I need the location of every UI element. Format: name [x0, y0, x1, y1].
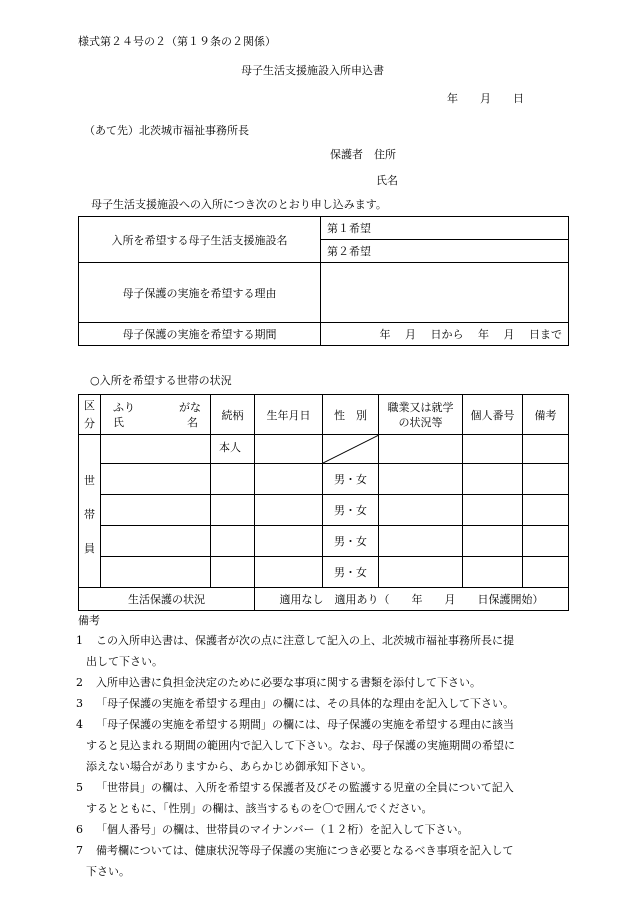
member-sex-option[interactable]: 男・女 [323, 557, 379, 588]
period-label: 母子保護の実施を希望する期間 [79, 323, 321, 346]
choice2-label[interactable]: 第２希望 [321, 240, 569, 263]
member-occupation-field[interactable] [379, 526, 463, 557]
note-item-5: 5 「世帯員」の欄は、入所を希望する保護者及びその監護する児童の全員について記入 するとともに、「性別」の欄は、該当するものを〇で囲んでください。 [76, 781, 514, 815]
note-item-2: 2 入所申込書に負担金決定のために必要な事項に関する書類を添付して下さい。 [76, 676, 481, 689]
household-table [78, 394, 569, 611]
header-relation: 続柄 [211, 395, 255, 435]
facility-label: 入所を希望する母子生活支援施設名 [79, 217, 321, 263]
member-occupation-field[interactable] [379, 495, 463, 526]
member-remarks-field[interactable] [523, 464, 569, 495]
member-relation-field[interactable] [211, 526, 255, 557]
member-relation-field[interactable] [211, 464, 255, 495]
welfare-field[interactable]: 適用なし 適用あり（ 年 月 日保護開始） [255, 588, 569, 611]
diagonal-line [323, 435, 379, 463]
application-table [78, 216, 569, 346]
member-number-field[interactable] [463, 526, 523, 557]
member-number-field[interactable] [463, 495, 523, 526]
member-sex-option[interactable]: 男・女 [323, 464, 379, 495]
member-birthdate-field[interactable] [255, 526, 323, 557]
member-remarks-field[interactable] [523, 557, 569, 588]
intro-text: 母子生活支援施設への入所につき次のとおり申し込みます。 [91, 198, 387, 211]
addressee: （あて先）北茨城市福祉事務所長 [84, 124, 249, 137]
header-occupation: 職業又は就学の状況等 [379, 395, 463, 435]
household-section-title: ○入所を希望する世帯の状況 [90, 374, 232, 387]
choice1-label[interactable]: 第１希望 [321, 217, 569, 240]
self-sex-cell [323, 435, 379, 464]
note-item-3: 3 「母子保護の実施を希望する理由」の欄には、その具体的な理由を記入して下さい。 [76, 697, 514, 710]
member-birthdate-field[interactable] [255, 557, 323, 588]
welfare-label: 生活保護の状況 [79, 588, 255, 611]
member-name-field[interactable] [101, 464, 211, 495]
member-occupation-field[interactable] [379, 557, 463, 588]
note-item-7: 7 備考欄については、健康状況等母子保護の実施につき必要となるべき事項を記入して 下さい。 [76, 844, 514, 878]
note-item-6: 6 「個人番号」の欄は、世帯員のマイナンバー（１２桁）を記入して下さい。 [76, 823, 469, 836]
member-name-field[interactable] [101, 526, 211, 557]
header-sex: 性 別 [323, 395, 379, 435]
note-item-1: 1 この入所申込書は、保護者が次の点に注意して記入の上、北茨城市福祉事務所長に提 出して下さい。 [76, 634, 514, 668]
self-remarks-field[interactable] [523, 435, 569, 464]
header-birthdate: 生年月日 [255, 395, 323, 435]
self-occupation-field[interactable] [379, 435, 463, 464]
member-number-field[interactable] [463, 464, 523, 495]
reason-field[interactable] [321, 263, 569, 323]
member-number-field[interactable] [463, 557, 523, 588]
member-occupation-field[interactable] [379, 464, 463, 495]
page-title: 母子生活支援施設入所申込書 [241, 64, 384, 77]
member-remarks-field[interactable] [523, 495, 569, 526]
self-name-field[interactable] [101, 435, 211, 464]
header-remarks: 備考 [523, 395, 569, 435]
member-relation-field[interactable] [211, 495, 255, 526]
member-name-field[interactable] [101, 557, 211, 588]
period-field[interactable]: 年 月 日から 年 月 日まで [321, 323, 569, 346]
note-item-4: 4 「母子保護の実施を希望する期間」の欄には、母子保護の実施を希望する理由に該当 すると見込まれる期間の範囲内で記入して下さい。なお、母子保護の実施期間の希望に 添えない場合がありますから、あらかじめ御承知下さい。 [76, 718, 515, 773]
member-birthdate-field[interactable] [255, 464, 323, 495]
self-relation: 本人 [211, 435, 255, 464]
form-number: 様式第２４号の２（第１９条の２関係） [78, 35, 276, 48]
header-individual-number: 個人番号 [463, 395, 523, 435]
header-kubun: 区分 [79, 395, 101, 435]
header-name: ふり がな 氏 名 [101, 395, 211, 435]
member-label-cell: 世 帯 員 [79, 435, 101, 588]
member-birthdate-field[interactable] [255, 495, 323, 526]
notes-title: 備考 [78, 614, 100, 627]
member-name-field[interactable] [101, 495, 211, 526]
member-relation-field[interactable] [211, 557, 255, 588]
member-sex-option[interactable]: 男・女 [323, 526, 379, 557]
guardian-address-label: 保護者 住所 [330, 148, 396, 161]
member-remarks-field[interactable] [523, 526, 569, 557]
member-sex-option[interactable]: 男・女 [323, 495, 379, 526]
self-birthdate-field[interactable] [255, 435, 323, 464]
date-line: 年 月 日 [447, 92, 524, 105]
guardian-name-label: 氏名 [376, 174, 398, 187]
self-number-field[interactable] [463, 435, 523, 464]
reason-label: 母子保護の実施を希望する理由 [79, 263, 321, 323]
